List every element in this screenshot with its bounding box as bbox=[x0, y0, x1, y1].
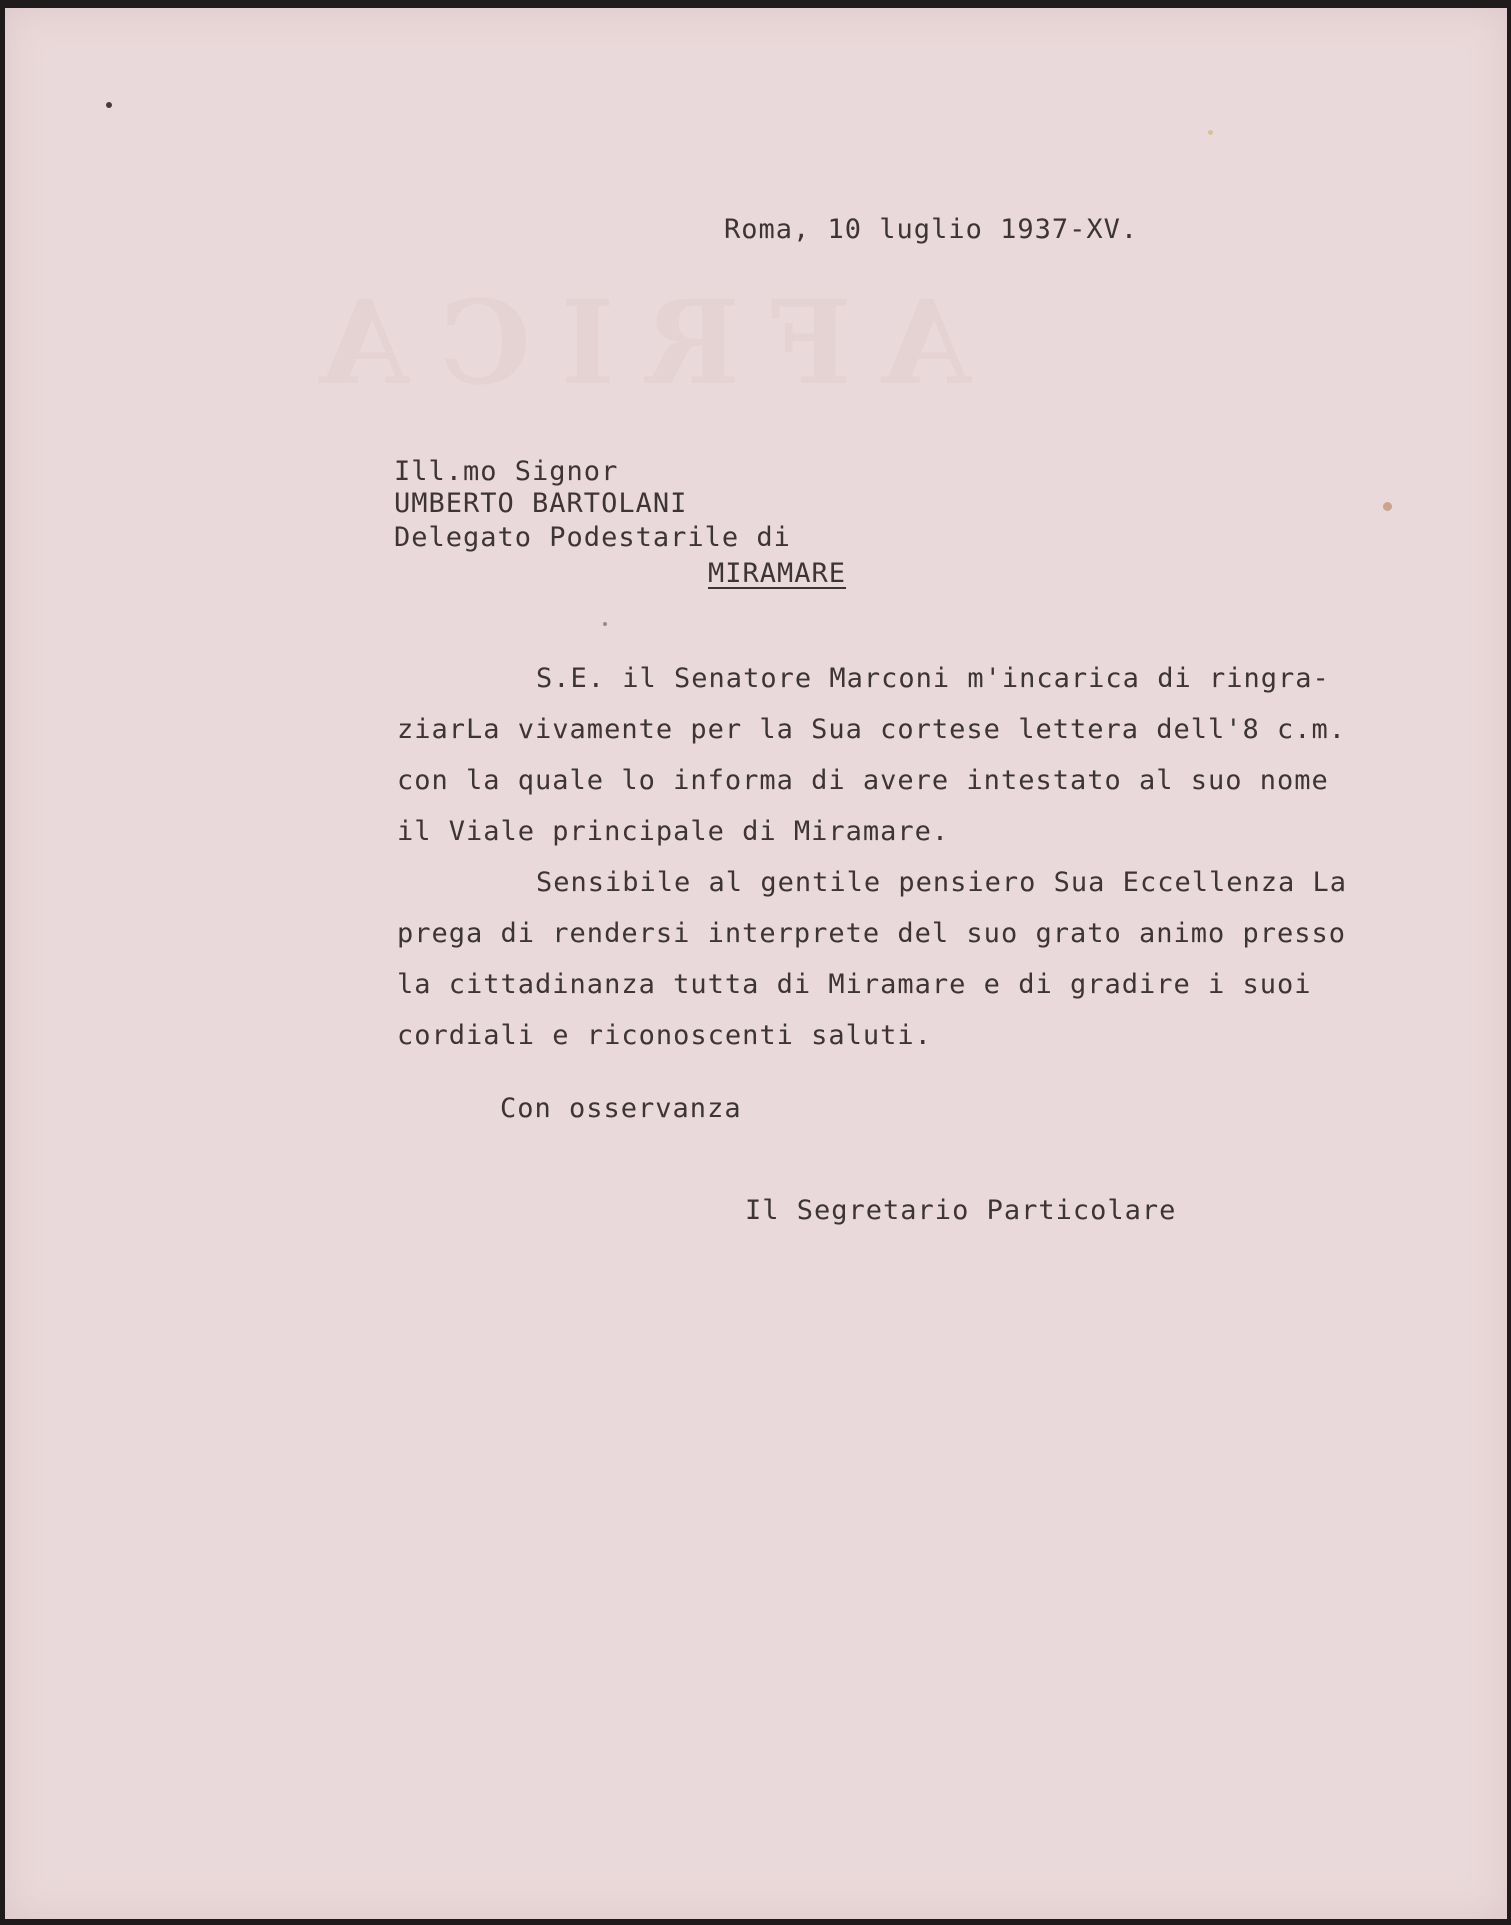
paper-speck bbox=[603, 622, 607, 626]
address-line-4: MIRAMARE bbox=[708, 558, 847, 589]
paper-speck bbox=[1208, 130, 1213, 135]
address-line-1: Ill.mo Signor bbox=[394, 456, 619, 487]
body-line: cordiali e riconoscenti saluti. bbox=[397, 1020, 932, 1051]
body-line: ziarLa vivamente per la Sua cortese lettera dell'8 c.m. bbox=[397, 714, 1347, 745]
watermark-letterhead-showthrough: AFRICA bbox=[290, 276, 971, 411]
body-line: S.E. il Senatore Marconi m'incarica di ringra- bbox=[536, 663, 1330, 694]
body-line: il Viale principale di Miramare. bbox=[397, 816, 950, 847]
body-line: con la quale lo informa di avere intestato al suo nome bbox=[397, 765, 1329, 796]
body-line: la cittadinanza tutta di Miramare e di gradire i suoi bbox=[397, 969, 1312, 1000]
closing: Con osservanza bbox=[500, 1093, 742, 1124]
letter-page bbox=[5, 8, 1507, 1919]
paper-speck bbox=[106, 102, 112, 108]
paper-speck bbox=[1383, 502, 1392, 511]
address-line-2: UMBERTO BARTOLANI bbox=[394, 488, 688, 519]
body-line: prega di rendersi interprete del suo grato animo presso bbox=[397, 918, 1347, 949]
date-line: Roma, 10 luglio 1937-XV. bbox=[724, 214, 1139, 245]
address-line-3: Delegato Podestarile di bbox=[394, 522, 791, 553]
signature-title: Il Segretario Particolare bbox=[745, 1195, 1177, 1226]
body-line: Sensibile al gentile pensiero Sua Eccellenza La bbox=[536, 867, 1348, 898]
